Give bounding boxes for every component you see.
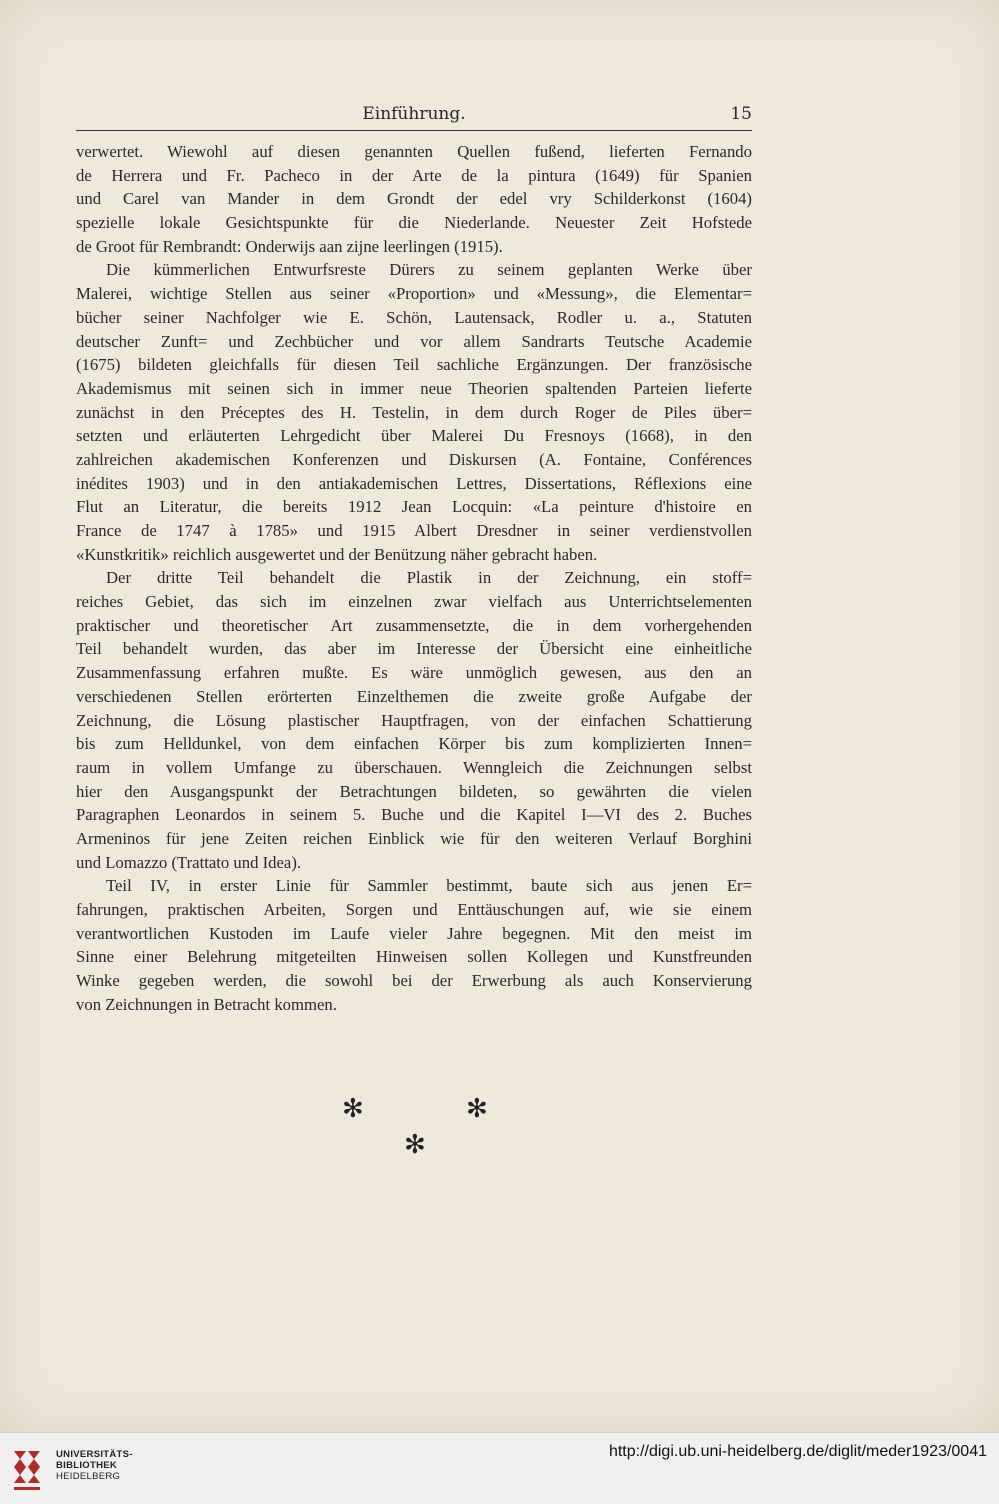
text-line: spezielle lokale Gesichtspunkte für die Niederlande. Neuester Zeit Hofstede [76,213,752,233]
text-line: de Herrera und Fr. Pacheco in der Arte de la pintura (1649) für Spanien [76,165,752,185]
text-line: verwertet. Wiewohl auf diesen genannten Quellen fußend, lieferten Fernando [76,142,752,161]
ornament-star-icon: ✻ [466,1094,488,1124]
text-line: Zeichnung, die Lösung plastischer Hauptfragen, von der einfachen Schattierung [76,710,752,730]
text-line: fahrungen, praktischen Arbeiten, Sorgen und Enttäuschungen auf, wie sie einem [76,900,752,919]
text-line: Paragraphen Leonardos in seinem 5. Buche und die Kapitel I—VI des 2. Buches [76,805,752,825]
text-line: reiches Gebiet, das sich im einzelnen zwar vielfach aus Unterrichtselementen [76,592,752,612]
library-name-line: BIBLIOTHEK [56,1460,118,1471]
library-footer [0,1432,999,1504]
text-line: deutscher Zunft= und Zechbücher und vor allem Sandrarts Teutsche Academie [76,331,752,351]
library-name [56,1449,133,1482]
body-text [76,140,752,1016]
text-line: Sinne einer Belehrung mitgeteilten Hinweisen sollen Kollegen und Kunstfreunden [76,947,752,967]
ornament-star-icon: ✻ [404,1130,426,1160]
text-line: von Zeichnungen in Betracht kommen. [76,994,337,1014]
text-line: und Carel van Mander in dem Grondt der edel vry Schilderkonst (1604) [76,189,752,209]
text-line: raum in vollem Umfange zu überschauen. Wenngleich die Zeichnungen selbst [76,757,752,777]
text-line: praktischer und theoretischer Art zusammensetzte, die in dem vorhergehenden [76,615,752,635]
text-line: bücher seiner Nachfolger wie E. Schön, Lautensack, Rodler u. a., Statuten [76,307,752,327]
library-name-line: UNIVERSITÄTS- [56,1449,133,1460]
text-line: Teil behandelt wurden, das aber im Interesse der Übersicht eine einheitliche [76,639,752,659]
text-line: und Lomazzo (Trattato und Idea). [76,852,302,872]
text-line: zahlreichen akademischen Konferenzen und Diskursen (A. Fontaine, Conférences [76,449,752,469]
text-line: Zusammenfassung erfahren mußte. Es wäre unmöglich gewesen, aus den an [76,663,752,683]
text-line: Teil IV, in erster Linie für Sammler bestimmt, baute sich aus jenen Er= [106,876,752,896]
text-line: setzten und erläuterten Lehrgedicht über Malerei Du Fresnoys (1668), in den [76,426,752,446]
university-library-logo-icon [10,1445,48,1493]
text-line: Flut an Literatur, die bereits 1912 Jean Locquin: «La peinture d'histoire en [76,497,752,517]
header-title: Einführung. [362,104,466,124]
text-line: bis zum Helldunkel, von dem einfachen Körper bis zum komplizierten Innen= [76,734,752,754]
running-header [76,104,752,131]
text-line: Die kümmerlichen Entwurfsreste Dürers zu seinem geplanten Werke über [106,260,752,280]
ornament-star-icon: ✻ [342,1094,364,1124]
source-url-link[interactable]: http://digi.ub.uni-heidelberg.de/diglit/meder1923/0041 [608,1443,987,1460]
text-line: Der dritte Teil behandelt die Plastik in der Zeichnung, ein stoff= [106,568,752,588]
page-number: 15 [730,104,752,124]
text-line: Winke gegeben werden, die sowohl bei der Erwerbung als auch Konservierung [76,971,752,991]
text-line: (1675) bildeten gleichfalls für diesen Teil sachliche Ergänzungen. Der französische [76,355,752,375]
text-line: verantwortlichen Kustoden im Laufe vieler Jahre begegnen. Mit den meist im [76,923,752,943]
text-line: Armeninos für jene Zeiten reichen Einblick wie für den weiteren Verlauf Borghini [76,828,752,848]
library-name-line: HEIDELBERG [56,1471,121,1482]
text-line: «Kunstkritik» reichlich ausgewertet und der Benützung näher gebracht haben. [76,544,598,564]
text-line: Akademismus mit seinen sich in immer neue Theorien spaltenden Parteien lieferte [76,378,752,398]
text-line: de Groot für Rembrandt: Onderwijs aan zijne leerlingen (1915). [76,236,503,256]
text-line: verschiedenen Stellen erörterten Einzelthemen die zweite große Aufgabe der [76,686,752,706]
text-line: hier den Ausgangspunkt der Betrachtungen bildeten, so gewährten die vielen [76,781,752,801]
text-line: zunächst in den Préceptes des H. Testelin, in dem durch Roger de Piles über= [76,402,752,422]
text-line: inédites 1903) und in den antiakademischen Lettres, Dissertations, Réflexions eine [76,473,752,493]
text-line: France de 1747 à 1785» und 1915 Albert Dresdner in seiner verdienstvollen [76,521,752,540]
text-line: Malerei, wichtige Stellen aus seiner «Proportion» und «Messung», die Elementar= [76,284,752,304]
